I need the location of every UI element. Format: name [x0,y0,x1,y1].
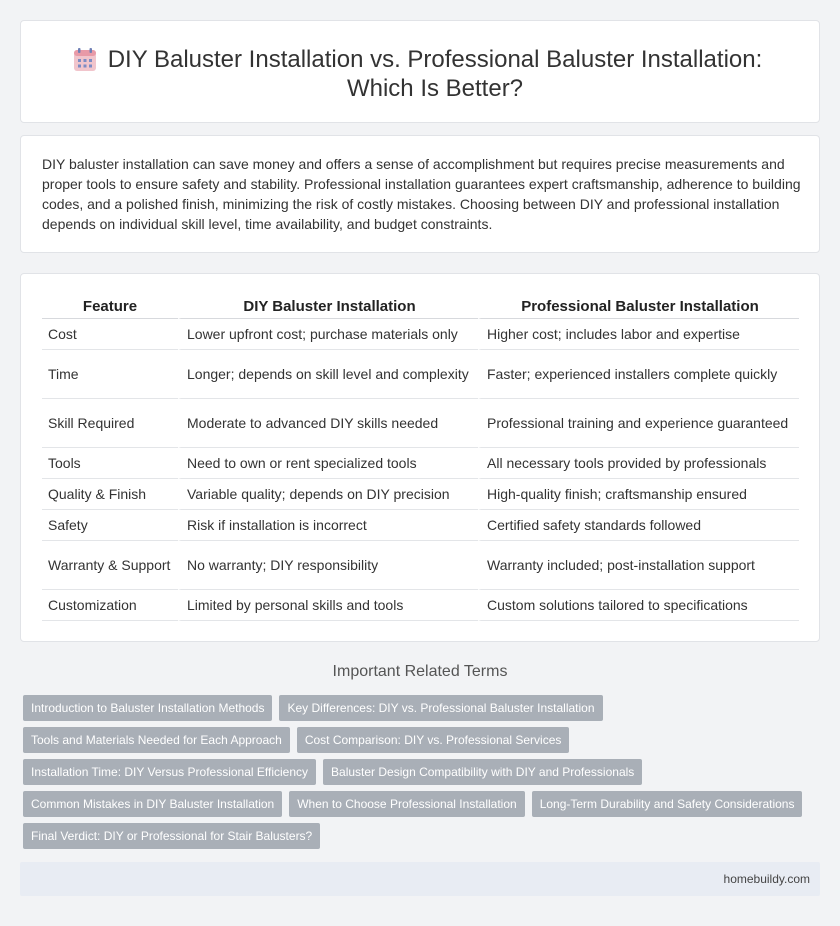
table-header-row [42,296,799,319]
related-term-tag[interactable]: Long-Term Durability and Safety Considerations [532,791,803,817]
table-row [42,399,799,448]
tag-row [23,823,813,849]
table-row [42,479,799,510]
table-cell: Limited by personal skills and tools [178,590,478,621]
related-term-tag[interactable]: Introduction to Baluster Installation Methods [23,695,272,721]
table-cell: Safety [42,510,178,541]
table-cell: No warranty; DIY responsibility [178,541,478,590]
table-cell: Higher cost; includes labor and expertise [478,319,799,350]
table-cell: Skill Required [42,399,178,448]
column-header: Professional Baluster Installation [478,296,799,319]
tag-row [23,727,813,753]
comparison-card [20,273,820,642]
footer [20,862,820,896]
table-row [42,541,799,590]
intro-text: DIY baluster installation can save money and offers a sense of accomplishment but requires precise measurements and proper tools to ensure safety and stability. Professional installation guarantees expert craftsmanship, adherence to building codes, and a polished finish, minimizing the risk of costly mistakes. Choosing between DIY and professional installation depends on individual skill level, time availability, and budget constraints. [42,156,801,232]
related-term-tag[interactable]: When to Choose Professional Installation [289,791,524,817]
table-cell: Time [42,350,178,399]
table-cell: Moderate to advanced DIY skills needed [178,399,478,448]
tag-row [23,791,813,817]
related-term-tag[interactable]: Installation Time: DIY Versus Professional Efficiency [23,759,316,785]
table-cell: Need to own or rent specialized tools [178,448,478,479]
comparison-table [42,296,799,621]
table-row [42,350,799,399]
related-terms-list [23,695,813,855]
table-cell: Professional training and experience guaranteed [478,399,799,448]
table-cell: All necessary tools provided by professionals [478,448,799,479]
table-cell: Faster; experienced installers complete quickly [478,350,799,399]
table-cell: Custom solutions tailored to specifications [478,590,799,621]
table-row [42,319,799,350]
table-cell: High-quality finish; craftsmanship ensured [478,479,799,510]
table-cell: Tools [42,448,178,479]
table-row [42,590,799,621]
footer-site-name[interactable]: homebuildy.com [723,872,810,886]
table-cell: Variable quality; depends on DIY precision [178,479,478,510]
tag-row [23,695,813,721]
header-card [20,20,820,123]
column-header: DIY Baluster Installation [178,296,478,319]
table-cell: Longer; depends on skill level and complexity [178,350,478,399]
related-term-tag[interactable]: Final Verdict: DIY or Professional for Stair Balusters? [23,823,320,849]
intro-card [20,135,820,253]
table-cell: Customization [42,590,178,621]
table-cell: Risk if installation is incorrect [178,510,478,541]
table-row [42,448,799,479]
table-cell: Cost [42,319,178,350]
table-row [42,510,799,541]
page-title: DIY Baluster Installation vs. Professional Baluster Installation: Which Is Better? [107,46,763,102]
related-term-tag[interactable]: Cost Comparison: DIY vs. Professional Services [297,727,570,753]
related-term-tag[interactable]: Baluster Design Compatibility with DIY and Professionals [323,759,642,785]
related-terms-heading: Important Related Terms [332,663,508,680]
table-cell: Warranty included; post-installation support [478,541,799,590]
related-term-tag[interactable]: Tools and Materials Needed for Each Approach [23,727,290,753]
related-term-tag[interactable]: Common Mistakes in DIY Baluster Installation [23,791,282,817]
table-cell: Warranty & Support [42,541,178,590]
column-header: Feature [42,296,178,319]
table-cell: Quality & Finish [42,479,178,510]
tag-row [23,759,813,785]
table-cell: Lower upfront cost; purchase materials only [178,319,478,350]
table-cell: Certified safety standards followed [478,510,799,541]
related-term-tag[interactable]: Key Differences: DIY vs. Professional Baluster Installation [279,695,602,721]
